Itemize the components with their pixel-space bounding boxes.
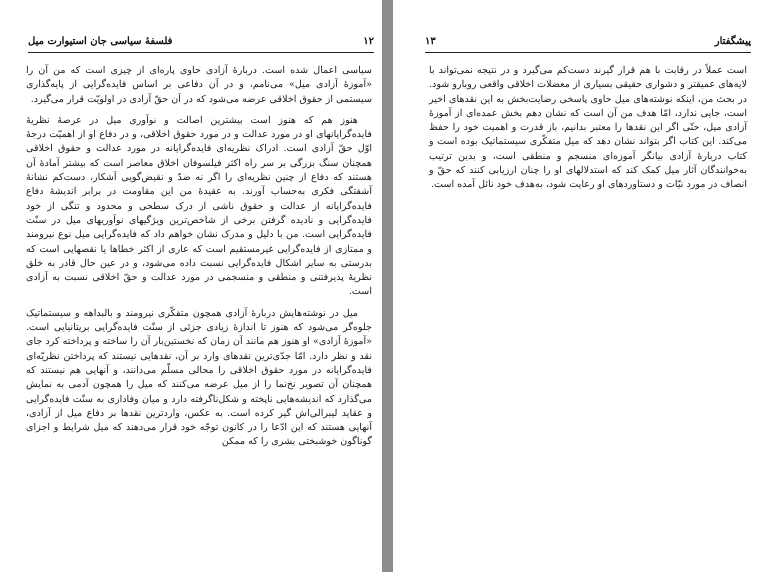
right-page-number: ۱۳ xyxy=(425,36,436,47)
right-paragraph-1: است عملاً در رقابت با هم قرار گیرند دست‌کم می‌گیرد و در نتیجه نمی‌تواند با لایه‌های عمیقتر و دشواری حقیقی بسیاری از معضلات اخلاقی واقعی روبارو شود. در بحث من، اینکه نوشته‌های میل حاوی پاسخی رضایت‌بخش به این نقدهای اخیر است، جایی ندارد، امّا هدف من آن است که نشان دهم بخش عمده‌ای از آموزهٔ آزادی میل، حتّی اگر این نقدها را معتبر بدانیم، باز قدرت و اهمیت خود را حفظ می‌کند. این کتاب اگر بتواند نشان دهد که میل متفکّری سیستماتیک بوده است و کتاب دربارهٔ آزادی بیانگر آموزه‌ای منسجم و منطقی است، و بدین ترتیب به‌خوانندگان آثار میل کمک کند که استدلالهای او را چنان ارزیابی کنند که حقّ و انصاف در مورد نیّات و دستاوردهای او رعایت شود، به‌هدف خود نائل آمده است. xyxy=(429,65,747,191)
left-paragraph-2: هنوز هم که هنوز است بیشترین اصالت و نوآوری میل در عرصهٔ نظریهٔ فایده‌گرایانهای او در مورد عدالت و در مورد حقوق اخلاقی، و در دفاع او از اهمیّت درجهٔ اوّل حقّ آزادی است. ادراک نظریه‌ای فایده‌گرایانه در مورد عدالت و حقوق اخلاقی همچنان سنگ بزرگی بر سر راه اکثر فیلسوفان اخلاق معاصر است که بیشتر آمادهٔ آن هستند که دفاع از چنین نظریه‌ای را اگر نه ضدّ و نقیض‌گویی آشکار، دست‌کم نشانهٔ آشفتگی فکری به‌حساب آورند. به عقیدهٔ من این مقاومت در برابر اندیشهٔ دفاع فایده‌گرایانه از عدالت و حقوق ناشی از درک سطحی و محدود و تنگی از خود فایده‌گرایی و نادیده گرفتن برخی از شاخص‌ترین ویژگیهای نوآوریهای میل در سنّت فایده‌گرایی است. من با دلیل و مدرک نشان خواهم داد که فایده‌گرایی میل نوع نیرومند و ممتازی از فایده‌گرایی غیرمستقیم است که عاری از اکثر خطاها یا نقصهایی است که بدرستی به سایر اشکال فایده‌گرایی نسبت داده می‌شود، و در عین حال قادر به خلق نظریهٔ پذیرفتنی و منطقی و منسجمی در مورد عدالت و حقّ اخلاقی نسبت به آزادی است. xyxy=(26,114,372,298)
right-page xyxy=(393,0,779,572)
right-running-title: پیشگفتار xyxy=(714,36,751,47)
left-page-body xyxy=(26,64,372,450)
left-page-number: ۱۲ xyxy=(363,36,374,47)
left-running-title: فلسفهٔ سیاسی جان استیوارت میل xyxy=(28,36,173,47)
right-page-body xyxy=(429,64,747,193)
left-paragraph-1: سیاسی اعمال شده است. دربارهٔ آزادی حاوی پاره‌ای از چیزی است که من آن را «آموزهٔ آزادی میل» می‌نامم، و در آن دفاعی بر اساس فایده‌گرایی از پایه‌گذاری سیستمی از حقوق اخلاقی عرضه می‌شود که در آن حقّ آزادی در اولویّت قرار می‌گیرد. xyxy=(26,65,372,105)
right-page-header xyxy=(425,36,751,53)
left-page-header xyxy=(28,36,374,53)
left-page xyxy=(0,0,382,572)
left-paragraph-3: میل در نوشته‌هایش دربارهٔ آزادی همچون متفکّری نیرومند و بالبداهه و سیستماتیک جلوه‌گر می‌شود که هنوز تا اندازهٔ زیادی جزئی از سنّت فایده‌گرایی بریتانیایی است. «آموزهٔ آزادی» او هنوز هم مانند آن زمان که نخستین‌بار آن را ساخته و پرداخته کرد جای نقد و نظر دارد. امّا جدّی‌ترین نقدهای وارد بر آن، نقدهایی نیستند که پرداختن نظریّه‌ای فایده‌گرایانه در مورد حقوق اخلاقی را محالی مسلّم می‌دانند، و آنهایی هم نیستند که همچنان آن تصویر نخ‌نما را از میل عرضه می‌کنند که میل را همچون آدمی به نمایش می‌گذارد که اندیشه‌هایی ناپخته و شکل‌ناگرفته دارد و میان وفاداری به سنّت فایده‌گرایی و عقاید لیبرالی‌اش گیر کرده است. به عکس، واردترین نقدها بر دفاع میل از آزادی، آنهایی هستند که این ادّعا را در کانون توجّه خود قرار می‌دهند که میل شرایط و اجزای گوناگون خوشبختی بشری را که ممکن xyxy=(26,307,372,448)
